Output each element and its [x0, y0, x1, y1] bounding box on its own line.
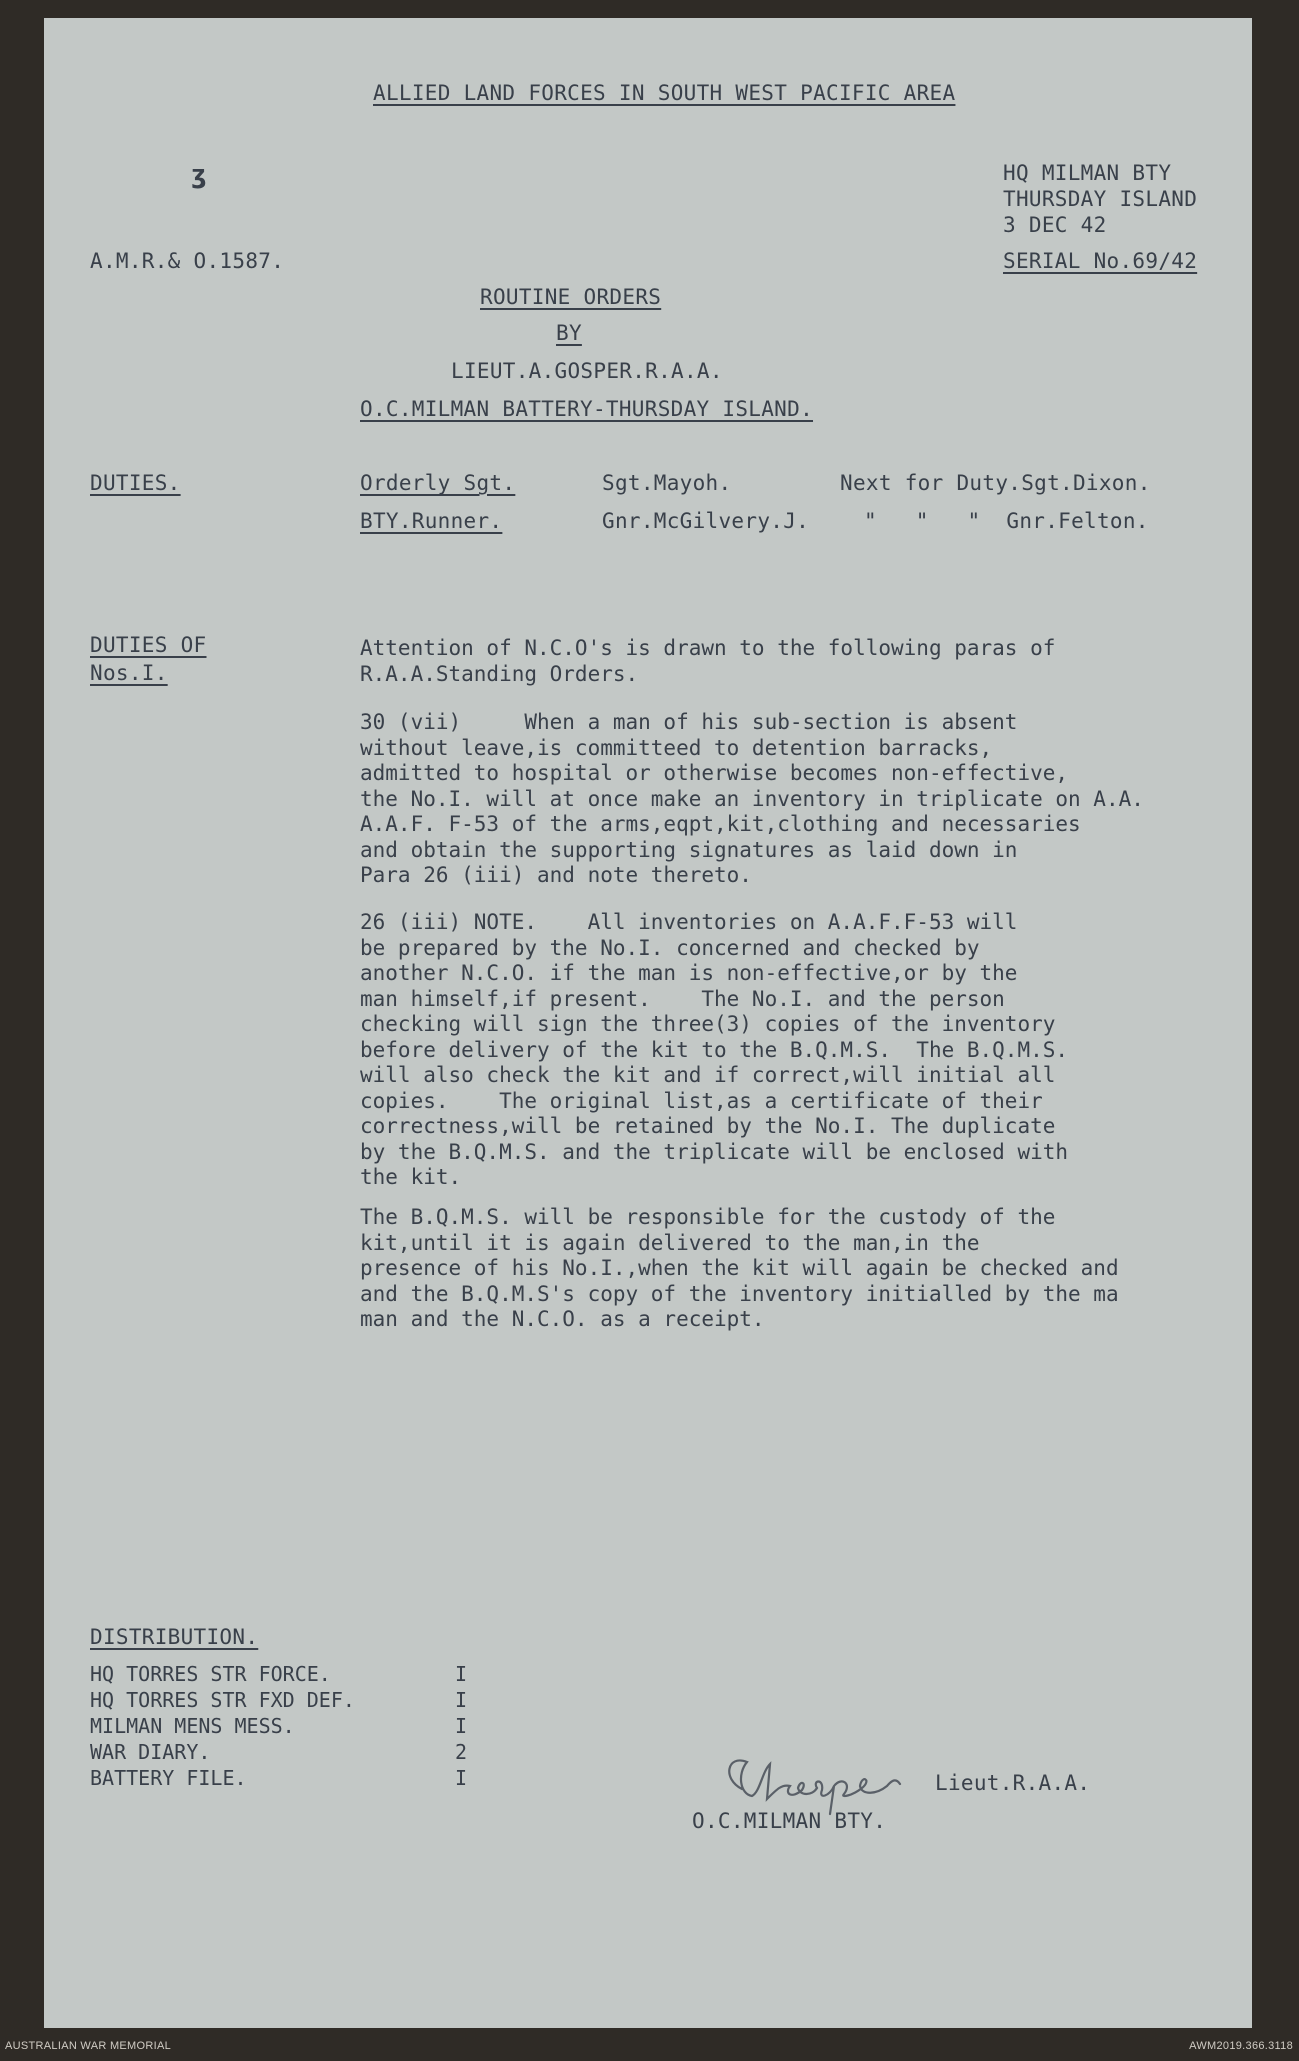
orders-by: BY	[556, 321, 582, 345]
distribution-row: WAR DIARY.	[90, 1740, 211, 1764]
orders-command: O.C.MILMAN BATTERY-THURSDAY ISLAND.	[360, 397, 814, 421]
duty-name-2: Gnr.McGilvery.J.	[602, 509, 810, 533]
signatory-title: O.C.MILMAN BTY.	[692, 1809, 887, 1833]
intro-paragraph: Attention of N.C.O's is drawn to the following paras of R.A.A.Standing Orders.	[360, 636, 1056, 686]
orders-officer: LIEUT.A.GOSPER.R.A.A.	[451, 359, 723, 383]
duty-next-2: " " " Gnr.Felton.	[864, 509, 1149, 533]
duty-name-1: Sgt.Mayoh.	[602, 471, 732, 495]
unit-name: HQ MILMAN BTY	[1003, 161, 1172, 185]
handwritten-mark: ʒ	[191, 160, 207, 190]
distribution-qty: I	[455, 1688, 468, 1712]
duty-role-1: Orderly Sgt.	[360, 471, 516, 495]
serial-number: SERIAL No.69/42	[1003, 249, 1198, 273]
reference-number: A.M.R.& O.1587.	[90, 249, 285, 273]
duty-next-1: Next for Duty.Sgt.Dixon.	[840, 471, 1151, 495]
paragraph-bqms: The B.Q.M.S. will be responsible for the custody of the kit,until it is again delivered to the man,in the presence of his No.I.,when the kit will again be checked and and the B.Q.M.S's copy of the inventory initialled by the ma man and the N.C.O. as a receipt.	[360, 1205, 1119, 1331]
distribution-row: MILMAN MENS MESS.	[90, 1714, 295, 1738]
distribution-qty: I	[455, 1714, 468, 1738]
paragraph-30: 30 (vii) When a man of his sub-section is absent without leave,is committeed to detention barracks, admitted to hospital or otherwise becomes non-effective, the No.I. will at once make an inventory in triplicate on A.A. A.A.F. F-53 of the arms,eqpt,kit,clothing and necessaries and obtain the supporting signatures as laid down in Para 26 (iii) and note thereto.	[360, 710, 1144, 887]
footer-accession-number: AWM2019.366.3118	[1189, 2040, 1293, 2052]
distribution-row: HQ TORRES STR FORCE.	[90, 1662, 331, 1686]
distribution-qty: I	[455, 1766, 468, 1790]
distribution-qty: 2	[455, 1740, 468, 1764]
signatory-rank: Lieut.R.A.A.	[935, 1771, 1091, 1795]
distribution-heading: DISTRIBUTION.	[90, 1625, 259, 1649]
distribution-row: HQ TORRES STR FXD DEF.	[90, 1688, 355, 1712]
duties-nos-heading-1: DUTIES OF	[90, 633, 207, 657]
distribution-row: BATTERY FILE.	[90, 1766, 247, 1790]
location: THURSDAY ISLAND	[1003, 187, 1198, 211]
duties-heading: DUTIES.	[90, 471, 181, 495]
duty-role-2: BTY.Runner.	[360, 509, 503, 533]
document-title: ALLIED LAND FORCES IN SOUTH WEST PACIFIC AREA	[373, 81, 956, 105]
orders-title: ROUTINE ORDERS	[480, 285, 662, 309]
duties-nos-heading-2: Nos.I.	[90, 661, 168, 685]
document-date: 3 DEC 42	[1003, 213, 1107, 237]
distribution-qty: I	[455, 1662, 468, 1686]
paragraph-26: 26 (iii) NOTE. All inventories on A.A.F.F-53 will be prepared by the No.I. concerned and checked by another N.C.O. if the man is non-effective,or by the man himself,if present. The No.I. and the person checking will sign the three(3) copies of the inventory before delivery of the kit to the B.Q.M.S. The B.Q.M.S. will also check the kit and if correct,will initial all copies. The original list,as a certificate of their correctness,will be retained by the No.I. The duplicate by the B.Q.M.S. and the triplicate will be enclosed with the kit.	[360, 910, 1069, 1189]
footer-archive-name: AUSTRALIAN WAR MEMORIAL	[5, 2040, 172, 2052]
